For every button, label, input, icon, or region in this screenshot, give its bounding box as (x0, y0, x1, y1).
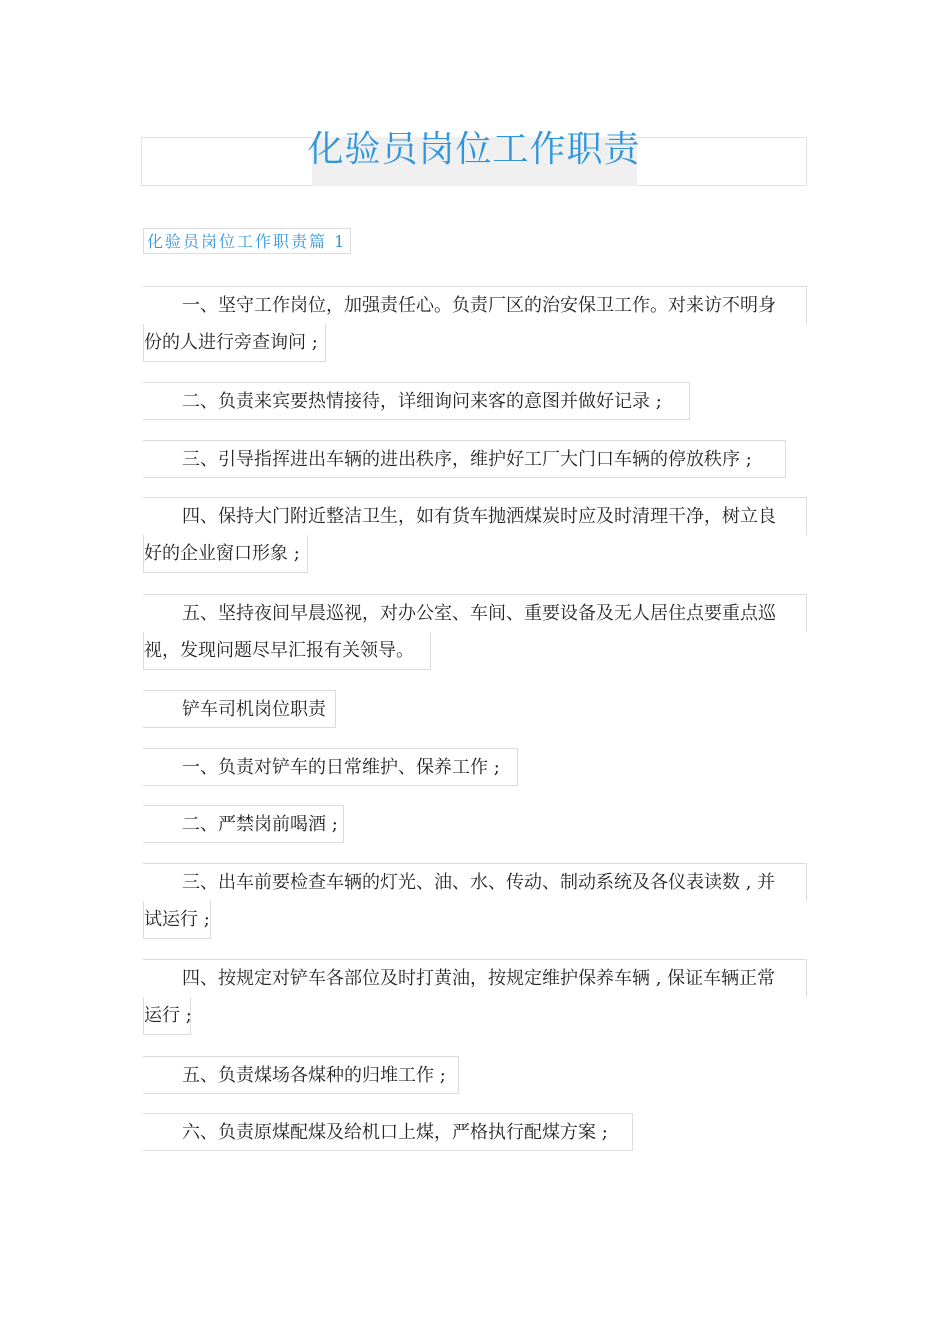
paragraph-line: 视，发现问题尽早汇报有关领导。 (143, 632, 431, 670)
paragraph (143, 382, 690, 420)
paragraph (143, 594, 807, 670)
paragraph-line: 试运行 ; (143, 901, 211, 939)
paragraph (143, 497, 807, 573)
paragraph-line: 三、引导指挥进出车辆的进出秩序，维护好工厂大门口车辆的停放秩序 ; (143, 440, 786, 478)
paragraph-line: 五、坚持夜间早晨巡视，对办公室、车间、重要设备及无人居住点要重点巡 (143, 594, 807, 632)
paragraph-line: 好的企业窗口形象 ; (143, 535, 308, 573)
paragraph (143, 748, 518, 786)
paragraph-line: 六、负责原煤配煤及给机口上煤，严格执行配煤方案 ; (143, 1113, 633, 1151)
paragraph-line: 运行 ; (143, 997, 191, 1035)
section-heading-forklift (143, 690, 336, 728)
document-title: 化验员岗位工作职责 (307, 129, 641, 170)
paragraph-line: 四、按规定对铲车各部位及时打黄油，按规定维护保养车辆 , 保证车辆正常 (143, 959, 807, 997)
paragraph (143, 286, 807, 362)
paragraph-line: 三、出车前要检查车辆的灯光、油、水、传动、制动系统及各仪表读数 , 并 (143, 863, 807, 901)
paragraph (143, 440, 786, 478)
paragraph-line: 铲车司机岗位职责 (143, 690, 336, 728)
paragraph-line: 二、负责来宾要热情接待，详细询问来客的意图并做好记录 ; (143, 382, 690, 420)
section-heading: 化验员岗位工作职责篇 1 (143, 228, 351, 254)
paragraph-line: 一、负责对铲车的日常维护、保养工作 ; (143, 748, 518, 786)
paragraph-line: 二、严禁岗前喝酒 ; (143, 805, 344, 843)
paragraph-line: 一、坚守工作岗位，加强责任心。负责厂区的治安保卫工作。对来访不明身 (143, 286, 807, 324)
paragraph (143, 805, 344, 843)
paragraph (143, 959, 807, 1035)
paragraph (143, 1056, 459, 1094)
paragraph (143, 863, 807, 939)
paragraph-line: 五、负责煤场各煤种的归堆工作 ; (143, 1056, 459, 1094)
paragraph-line: 份的人进行旁查询问 ; (143, 324, 326, 362)
paragraph (143, 1113, 633, 1151)
paragraph-line: 四、保持大门附近整洁卫生，如有货车抛洒煤炭时应及时清理干净，树立良 (143, 497, 807, 535)
